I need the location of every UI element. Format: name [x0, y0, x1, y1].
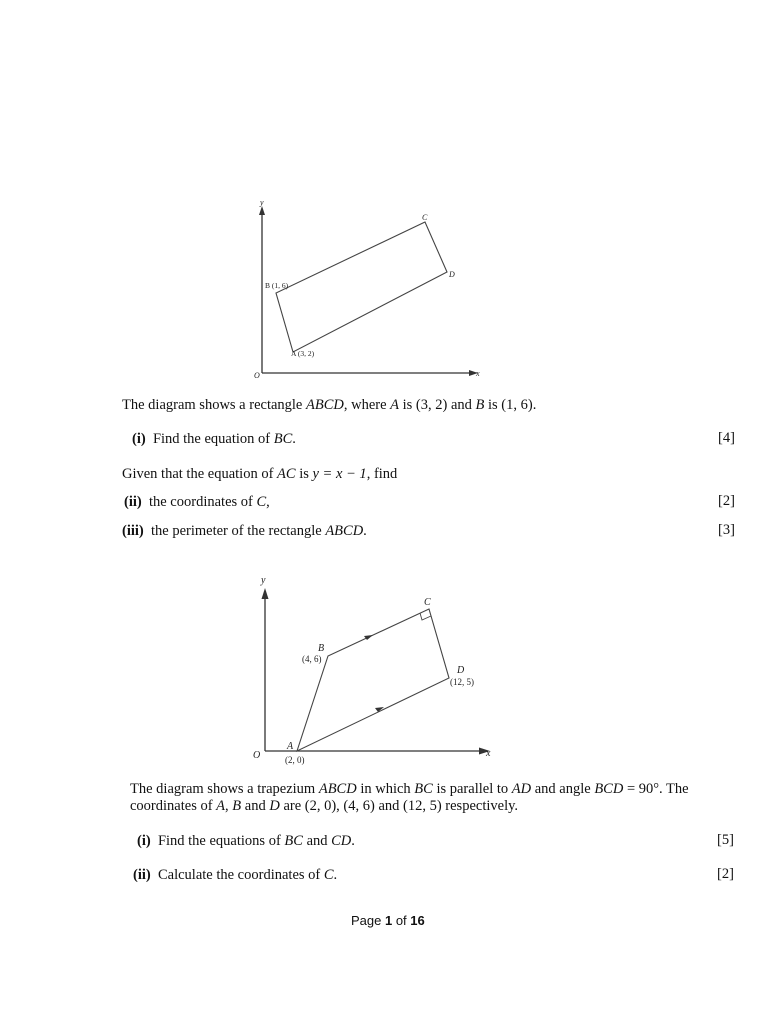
q2-intro-line1: The diagram shows a trapezium ABCD in which BC is parallel to AD and angle BCD = 90°. The [130, 781, 689, 797]
q2-part-ii-marks: [2] [717, 866, 734, 882]
q1-part-i-marks: [4] [718, 430, 735, 446]
rectangle-abcd [276, 222, 447, 352]
vertex-a-label: A (3, 2) [291, 349, 315, 358]
q1-part-iii-marks: [3] [718, 522, 735, 538]
y-axis-label: y [260, 198, 264, 207]
vertex-d-label: D [449, 270, 455, 279]
q2-part-i: (i) Find the equations of BC and CD. [137, 833, 355, 849]
parallel-arrow-bc [364, 635, 373, 640]
q1-part-i: (i) Find the equation of BC. [132, 431, 296, 447]
q2-intro-line2: coordinates of A, B and D are (2, 0), (4, 6) and (12, 5) respectively. [130, 798, 519, 814]
y-axis-label: y [261, 575, 266, 586]
vertex-c-label: C [424, 597, 431, 608]
vertex-d-label: D [457, 665, 465, 676]
y-axis-arrow [262, 588, 269, 599]
origin-label: O [254, 371, 260, 380]
origin-label: O [253, 750, 261, 761]
q2-part-ii: (ii) Calculate the coordinates of C. [133, 867, 338, 883]
q1-intro: The diagram shows a rectangle ABCD, where A is (3, 2) and B is (1, 6). [122, 397, 537, 413]
vertex-b-coord: (4, 6) [302, 654, 322, 664]
x-axis-label: x [486, 748, 491, 759]
page-number-footer: Page 1 of 16 [351, 913, 425, 928]
trapezium-diagram [248, 570, 498, 770]
q1-part-ii: (ii) the coordinates of C, [124, 494, 270, 510]
q2-part-i-marks: [5] [717, 832, 734, 848]
vertex-c-label: C [422, 213, 428, 222]
q1-given: Given that the equation of AC is y = x − 1, find [122, 466, 398, 482]
q1-part-iii: (iii) the perimeter of the rectangle ABCD. [122, 523, 367, 539]
trapezium-abcd [297, 609, 449, 751]
vertex-a-coord: (2, 0) [285, 755, 305, 765]
vertex-b-label: B (1, 6) [265, 281, 289, 290]
right-angle-marker [420, 613, 431, 620]
rectangle-diagram [250, 195, 490, 385]
vertex-d-coord: (12, 5) [450, 677, 474, 687]
y-axis-arrow [259, 206, 265, 215]
vertex-b-label: B [318, 643, 325, 654]
x-axis-label: x [476, 369, 480, 378]
vertex-a-label: A [287, 741, 294, 752]
q1-part-ii-marks: [2] [718, 493, 735, 509]
